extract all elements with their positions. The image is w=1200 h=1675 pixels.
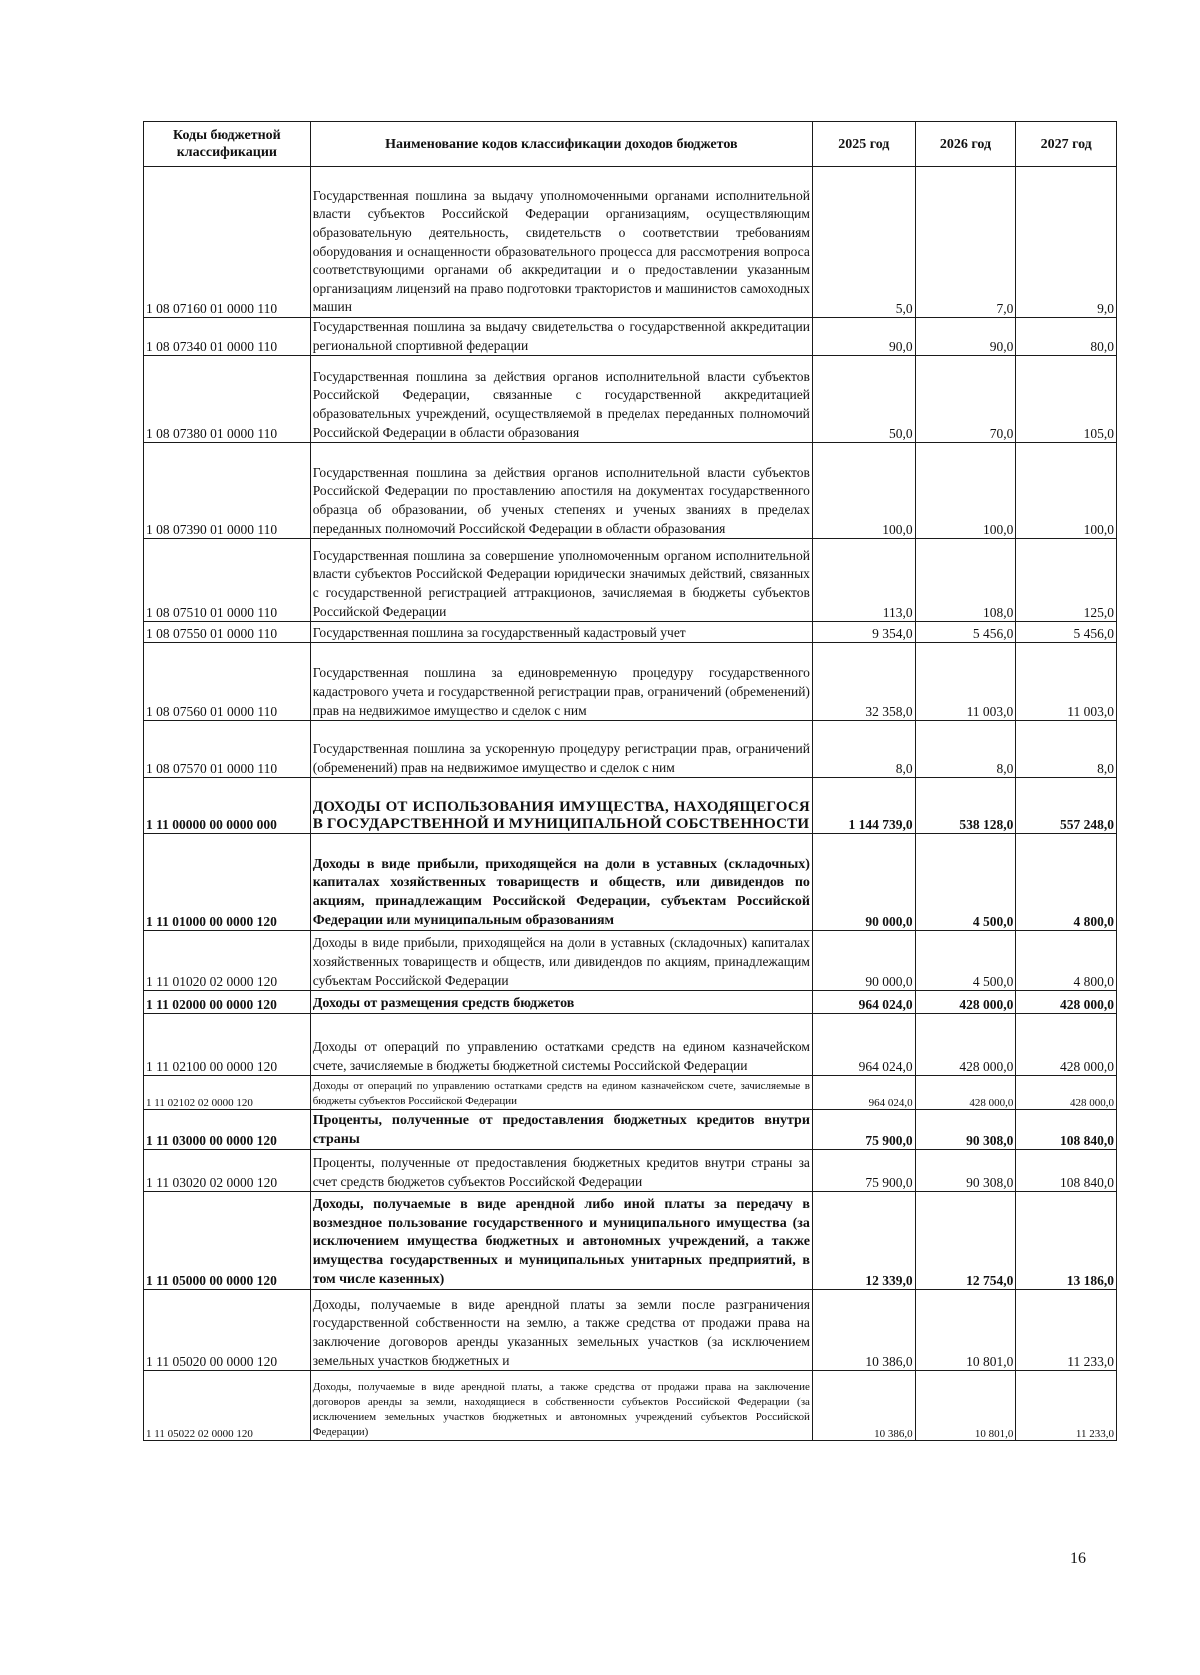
row-value-2026: 538 128,0: [915, 778, 1016, 834]
row-value-2025: 75 900,0: [812, 1150, 915, 1192]
row-code: 1 11 00000 00 0000 000: [144, 778, 311, 834]
row-value-2027: 11 233,0: [1016, 1290, 1117, 1371]
table-row: [144, 1014, 1117, 1076]
row-name: Государственная пошлина за государственный кадастровый учет: [310, 622, 812, 643]
row-value-2025: 9 354,0: [812, 622, 915, 643]
row-name: Государственная пошлина за действия органов исполнительной власти субъектов Российской Федерации по проставлению апостиля на документах государственного образца об образовании, об ученых степенях и ученых званиях в пределах переданных полномочий Российской Федерации в области образования: [310, 443, 812, 539]
row-code: 1 08 07160 01 0000 110: [144, 167, 311, 318]
row-value-2025: 12 339,0: [812, 1192, 915, 1290]
table-header-row: [144, 122, 1117, 167]
row-value-2025: 1 144 739,0: [812, 778, 915, 834]
row-value-2026: 10 801,0: [915, 1371, 1016, 1441]
row-value-2026: 100,0: [915, 443, 1016, 539]
table-row: [144, 1110, 1117, 1150]
row-code: 1 08 07550 01 0000 110: [144, 622, 311, 643]
row-name: Государственная пошлина за совершение уполномоченным органом исполнительной власти субъектов Российской Федерации юридически значимых действий, связанных с государственной регистрацией аттракционов, зачисляемая в бюджеты субъектов Российской Федерации: [310, 539, 812, 622]
row-value-2026: 12 754,0: [915, 1192, 1016, 1290]
row-value-2027: 8,0: [1016, 721, 1117, 778]
row-name: Государственная пошлина за выдачу свидетельства о государственной аккредитации региональной спортивной федерации: [310, 318, 812, 356]
table-row: [144, 167, 1117, 318]
row-value-2026: 5 456,0: [915, 622, 1016, 643]
row-code: 1 11 03020 02 0000 120: [144, 1150, 311, 1192]
table-row: [144, 356, 1117, 443]
row-value-2027: 557 248,0: [1016, 778, 1117, 834]
table-row: [144, 1371, 1117, 1441]
row-name: Доходы, получаемые в виде арендной платы, а также средства от продажи права на заключение договоров аренды за земли, находящиеся в собственности субъектов Российской Федерации (за исключением земельных участков бюджетных и автономных учреждений субъектов Российской Федерации): [310, 1371, 812, 1441]
header-2027: 2027 год: [1016, 122, 1117, 167]
row-code: 1 11 02100 00 0000 120: [144, 1014, 311, 1076]
row-value-2027: 108 840,0: [1016, 1150, 1117, 1192]
row-value-2025: 10 386,0: [812, 1371, 915, 1441]
row-code: 1 11 05000 00 0000 120: [144, 1192, 311, 1290]
row-code: 1 11 01000 00 0000 120: [144, 834, 311, 931]
row-value-2027: 428 000,0: [1016, 1076, 1117, 1110]
row-value-2026: 7,0: [915, 167, 1016, 318]
row-value-2025: 100,0: [812, 443, 915, 539]
row-name: Проценты, полученные от предоставления бюджетных кредитов внутри страны: [310, 1110, 812, 1150]
row-value-2025: 964 024,0: [812, 1014, 915, 1076]
row-code: 1 08 07510 01 0000 110: [144, 539, 311, 622]
row-value-2026: 4 500,0: [915, 931, 1016, 991]
header-2025: 2025 год: [812, 122, 915, 167]
row-value-2026: 10 801,0: [915, 1290, 1016, 1371]
row-value-2026: 90 308,0: [915, 1150, 1016, 1192]
row-name: Государственная пошлина за единовременную процедуру государственного кадастрового учета и государственной регистрации прав, ограничений (обременений) прав на недвижимое имущество и сделок с ним: [310, 643, 812, 721]
row-value-2027: 428 000,0: [1016, 1014, 1117, 1076]
row-code: 1 11 05020 00 0000 120: [144, 1290, 311, 1371]
table-row: [144, 622, 1117, 643]
row-value-2027: 428 000,0: [1016, 991, 1117, 1014]
row-value-2026: 108,0: [915, 539, 1016, 622]
row-value-2025: 10 386,0: [812, 1290, 915, 1371]
row-value-2027: 4 800,0: [1016, 834, 1117, 931]
table-row: [144, 1150, 1117, 1192]
table-row: [144, 721, 1117, 778]
row-value-2026: 8,0: [915, 721, 1016, 778]
table-row: [144, 643, 1117, 721]
row-value-2026: 428 000,0: [915, 1014, 1016, 1076]
row-value-2025: 8,0: [812, 721, 915, 778]
row-code: 1 11 05022 02 0000 120: [144, 1371, 311, 1441]
row-value-2027: 105,0: [1016, 356, 1117, 443]
row-value-2025: 113,0: [812, 539, 915, 622]
budget-revenue-table: [143, 121, 1117, 1441]
row-name: Государственная пошлина за выдачу уполномоченными органами исполнительной власти субъектов Российской Федерации организациям, осуществляющим образовательную деятельность, свидетельств о соответствии требованиям оборудования и оснащенности образовательного процесса для рассмотрения вопроса соответствующими органами об аккредитации и о предоставлении указанным организациям лицензий на право подготовки трактористов и машинистов самоходных машин: [310, 167, 812, 318]
row-code: 1 08 07340 01 0000 110: [144, 318, 311, 356]
row-code: 1 11 02102 02 0000 120: [144, 1076, 311, 1110]
row-value-2027: 13 186,0: [1016, 1192, 1117, 1290]
row-code: 1 11 02000 00 0000 120: [144, 991, 311, 1014]
row-value-2026: 70,0: [915, 356, 1016, 443]
row-value-2027: 108 840,0: [1016, 1110, 1117, 1150]
row-value-2025: 50,0: [812, 356, 915, 443]
row-name: Государственная пошлина за ускоренную процедуру регистрации прав, ограничений (обременений) прав на недвижимое имущество и сделок с ним: [310, 721, 812, 778]
row-name: Доходы в виде прибыли, приходящейся на доли в уставных (складочных) капиталах хозяйственных товариществ и обществ, или дивидендов по акциям, принадлежащим субъектам Российской Федерации: [310, 931, 812, 991]
table-row: [144, 1192, 1117, 1290]
row-value-2026: 90 308,0: [915, 1110, 1016, 1150]
table-row: [144, 443, 1117, 539]
row-name: Проценты, полученные от предоставления бюджетных кредитов внутри страны за счет средств бюджетов субъектов Российской Федерации: [310, 1150, 812, 1192]
table-row: [144, 991, 1117, 1014]
row-value-2027: 11 233,0: [1016, 1371, 1117, 1441]
row-name: Доходы от размещения средств бюджетов: [310, 991, 812, 1014]
header-code: Коды бюджетной классификации: [144, 122, 311, 167]
row-value-2025: 964 024,0: [812, 991, 915, 1014]
row-name: Доходы от операций по управлению остатками средств на едином казначейском счете, зачисляемые в бюджеты субъектов Российской Федерации: [310, 1076, 812, 1110]
table-row: [144, 931, 1117, 991]
row-value-2025: 5,0: [812, 167, 915, 318]
row-code: 1 08 07380 01 0000 110: [144, 356, 311, 443]
row-name: Доходы, получаемые в виде арендной либо иной платы за передачу в возмездное пользование государственного и муниципального имущества (за исключением имущества бюджетных и автономных учреждений, а также имущества государственных и муниципальных унитарных предприятий, в том числе казенных): [310, 1192, 812, 1290]
row-code: 1 08 07390 01 0000 110: [144, 443, 311, 539]
row-code: 1 08 07570 01 0000 110: [144, 721, 311, 778]
table-row: [144, 539, 1117, 622]
row-code: 1 11 01020 02 0000 120: [144, 931, 311, 991]
table-row: [144, 834, 1117, 931]
row-value-2025: 90 000,0: [812, 931, 915, 991]
row-value-2026: 428 000,0: [915, 991, 1016, 1014]
row-value-2027: 125,0: [1016, 539, 1117, 622]
row-name: ДОХОДЫ ОТ ИСПОЛЬЗОВАНИЯ ИМУЩЕСТВА, НАХОДЯЩЕГОСЯ В ГОСУДАРСТВЕННОЙ И МУНИЦИПАЛЬНОЙ СОБСТВЕННОСТИ: [310, 778, 812, 834]
row-value-2025: 75 900,0: [812, 1110, 915, 1150]
page-number: 16: [1070, 1550, 1086, 1567]
row-value-2027: 4 800,0: [1016, 931, 1117, 991]
row-code: 1 11 03000 00 0000 120: [144, 1110, 311, 1150]
row-code: 1 08 07560 01 0000 110: [144, 643, 311, 721]
row-value-2025: 90,0: [812, 318, 915, 356]
header-name: Наименование кодов классификации доходов бюджетов: [310, 122, 812, 167]
row-value-2027: 100,0: [1016, 443, 1117, 539]
row-name: Государственная пошлина за действия органов исполнительной власти субъектов Российской Федерации, связанные с государственной аккредитацией образовательных учреждений, осуществляемой в пределах переданных полномочий Российской Федерации в области образования: [310, 356, 812, 443]
row-value-2027: 11 003,0: [1016, 643, 1117, 721]
row-value-2027: 5 456,0: [1016, 622, 1117, 643]
row-name: Доходы в виде прибыли, приходящейся на доли в уставных (складочных) капиталах хозяйственных товариществ и обществ, или дивидендов по акциям, принадлежащим Российской Федерации, субъектам Российской Федерации или муниципальным образованиям: [310, 834, 812, 931]
table-row: [144, 778, 1117, 834]
row-value-2025: 964 024,0: [812, 1076, 915, 1110]
row-value-2026: 90,0: [915, 318, 1016, 356]
header-2026: 2026 год: [915, 122, 1016, 167]
table-row: [144, 1290, 1117, 1371]
table-row: [144, 318, 1117, 356]
row-value-2026: 11 003,0: [915, 643, 1016, 721]
row-value-2027: 80,0: [1016, 318, 1117, 356]
row-value-2025: 32 358,0: [812, 643, 915, 721]
table-row: [144, 1076, 1117, 1110]
row-name: Доходы, получаемые в виде арендной платы за земли после разграничения государственной собственности на землю, а также средства от продажи права на заключение договоров аренды указанных земельных участков (за исключением земельных участков бюджетных и: [310, 1290, 812, 1371]
row-value-2027: 9,0: [1016, 167, 1117, 318]
row-value-2026: 4 500,0: [915, 834, 1016, 931]
row-value-2026: 428 000,0: [915, 1076, 1016, 1110]
row-name: Доходы от операций по управлению остатками средств на едином казначейском счете, зачисляемые в бюджеты бюджетной системы Российской Федерации: [310, 1014, 812, 1076]
row-value-2025: 90 000,0: [812, 834, 915, 931]
